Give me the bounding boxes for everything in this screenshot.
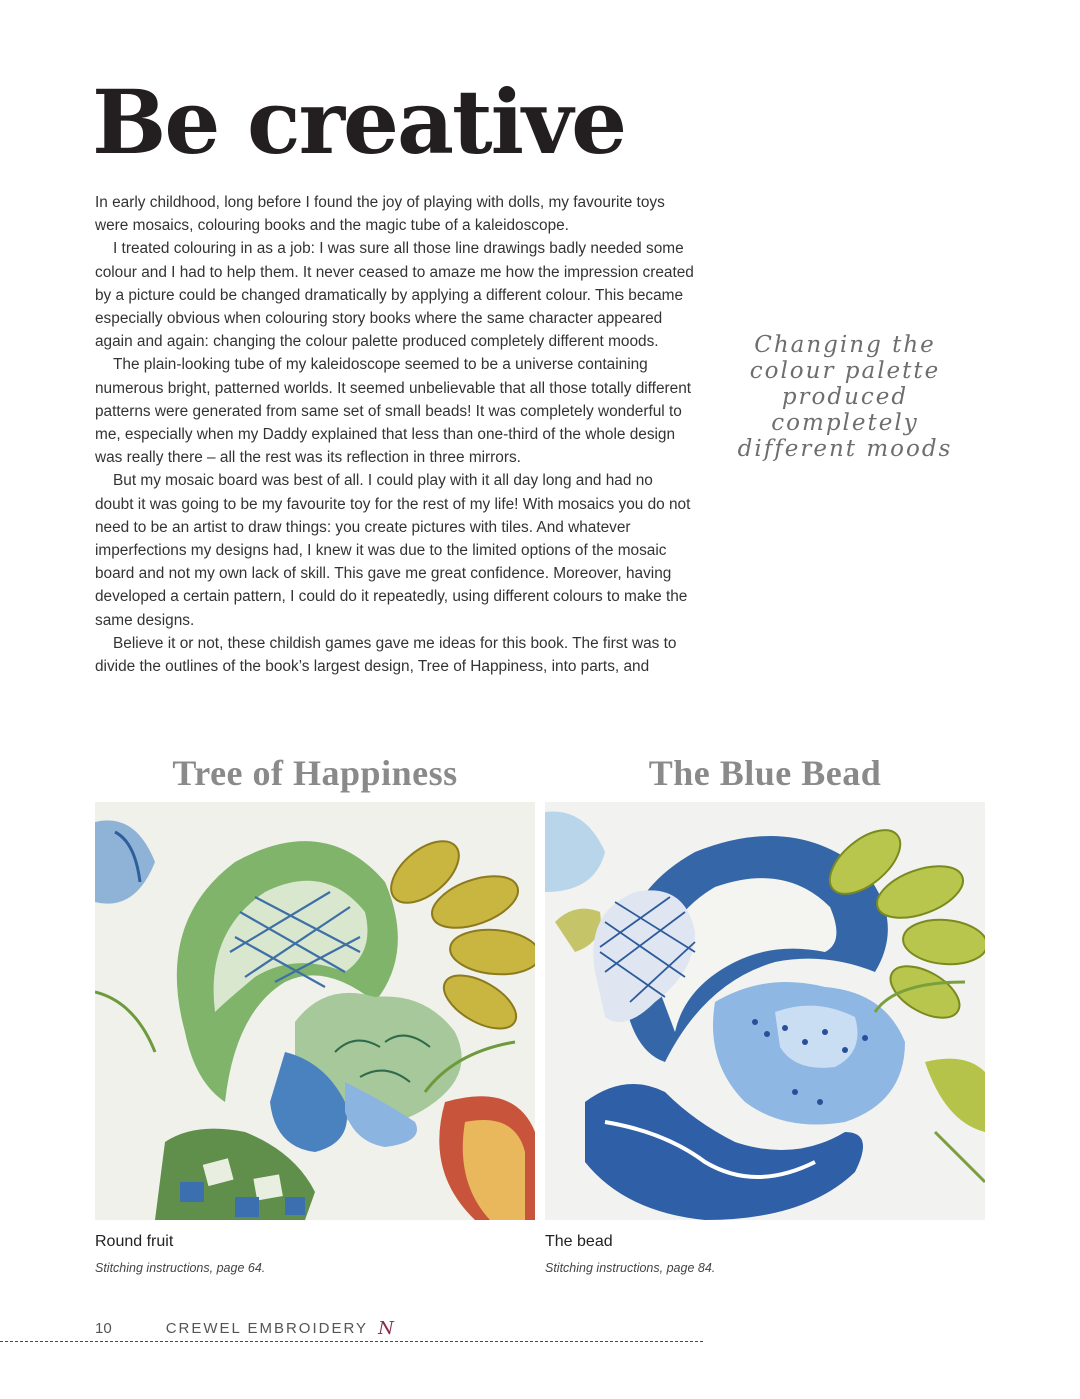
paragraph: In early childhood, long before I found the joy of playing with dolls, my favourite toys were mosaics, colouring books and the magic tube of a kaleidoscope. (95, 194, 665, 235)
section-heading-tree-of-happiness: Tree of Happiness (172, 753, 458, 793)
bead-embroidery-image (545, 802, 985, 1220)
caption-title-the-bead: The bead (545, 1233, 613, 1250)
caption-instructions-the-bead: Stitching instructions, page 84. (545, 1261, 716, 1275)
footer-dashed-divider (0, 1341, 703, 1342)
paragraph: I treated colouring in as a job: I was sure all those line drawings badly needed some colour and I had to help them. It never ceased to amaze me how the impression created by a picture could be changed dramatically by applying a different colour. This became especially obvious when colouring story books where the same character appeared again and again: changing the colour palette produced completely different moods. (95, 240, 694, 351)
book-title: CREWEL EMBROIDERY (165, 1320, 369, 1337)
pull-quote: Changing the colour palette produced completely different moods (737, 332, 953, 462)
caption-title-round-fruit: Round fruit (95, 1233, 174, 1250)
round-fruit-embroidery-image (95, 802, 535, 1220)
embroidery-photo-the-bead (545, 802, 985, 1220)
section-heading-the-blue-bead: The Blue Bead (648, 753, 882, 793)
embroidery-photo-round-fruit (95, 802, 535, 1220)
paragraph: The plain-looking tube of my kaleidoscope seemed to be a universe containing numerous bright, patterned worlds. It seemed unbelievable that all those totally different patterns were generated from same set of small beads! It was completely wonderful to me, especially when my Daddy explained that less than one-third of the whole design was really there – all the rest was its reflection in three mirrors. (95, 356, 692, 467)
body-text (95, 191, 695, 678)
paragraph: Believe it or not, these childish games gave me ideas for this book. The first was to divide the outlines of the book’s largest design, Tree of Happiness, into parts, and (95, 634, 677, 676)
page-title: Be creative (92, 70, 626, 174)
monogram-icon: N (378, 1318, 394, 1339)
page-number: 10 (95, 1320, 112, 1337)
paragraph: But my mosaic board was best of all. I could play with it all day long and had no doubt it was going to be my favourite toy for the rest of my life! With mosaics you do not need to be an artist to draw things: you create pictures with tiles. And whatever imperfections my designs had, I knew it was due to the limited options of the mosaic board and not my own lack of skill. This gave me great confidence. Moreover, having developed a certain pattern, I could do it repeatedly, using different colours to make the same designs. (95, 472, 691, 629)
caption-instructions-round-fruit: Stitching instructions, page 64. (95, 1261, 266, 1275)
page-footer (95, 1318, 394, 1339)
